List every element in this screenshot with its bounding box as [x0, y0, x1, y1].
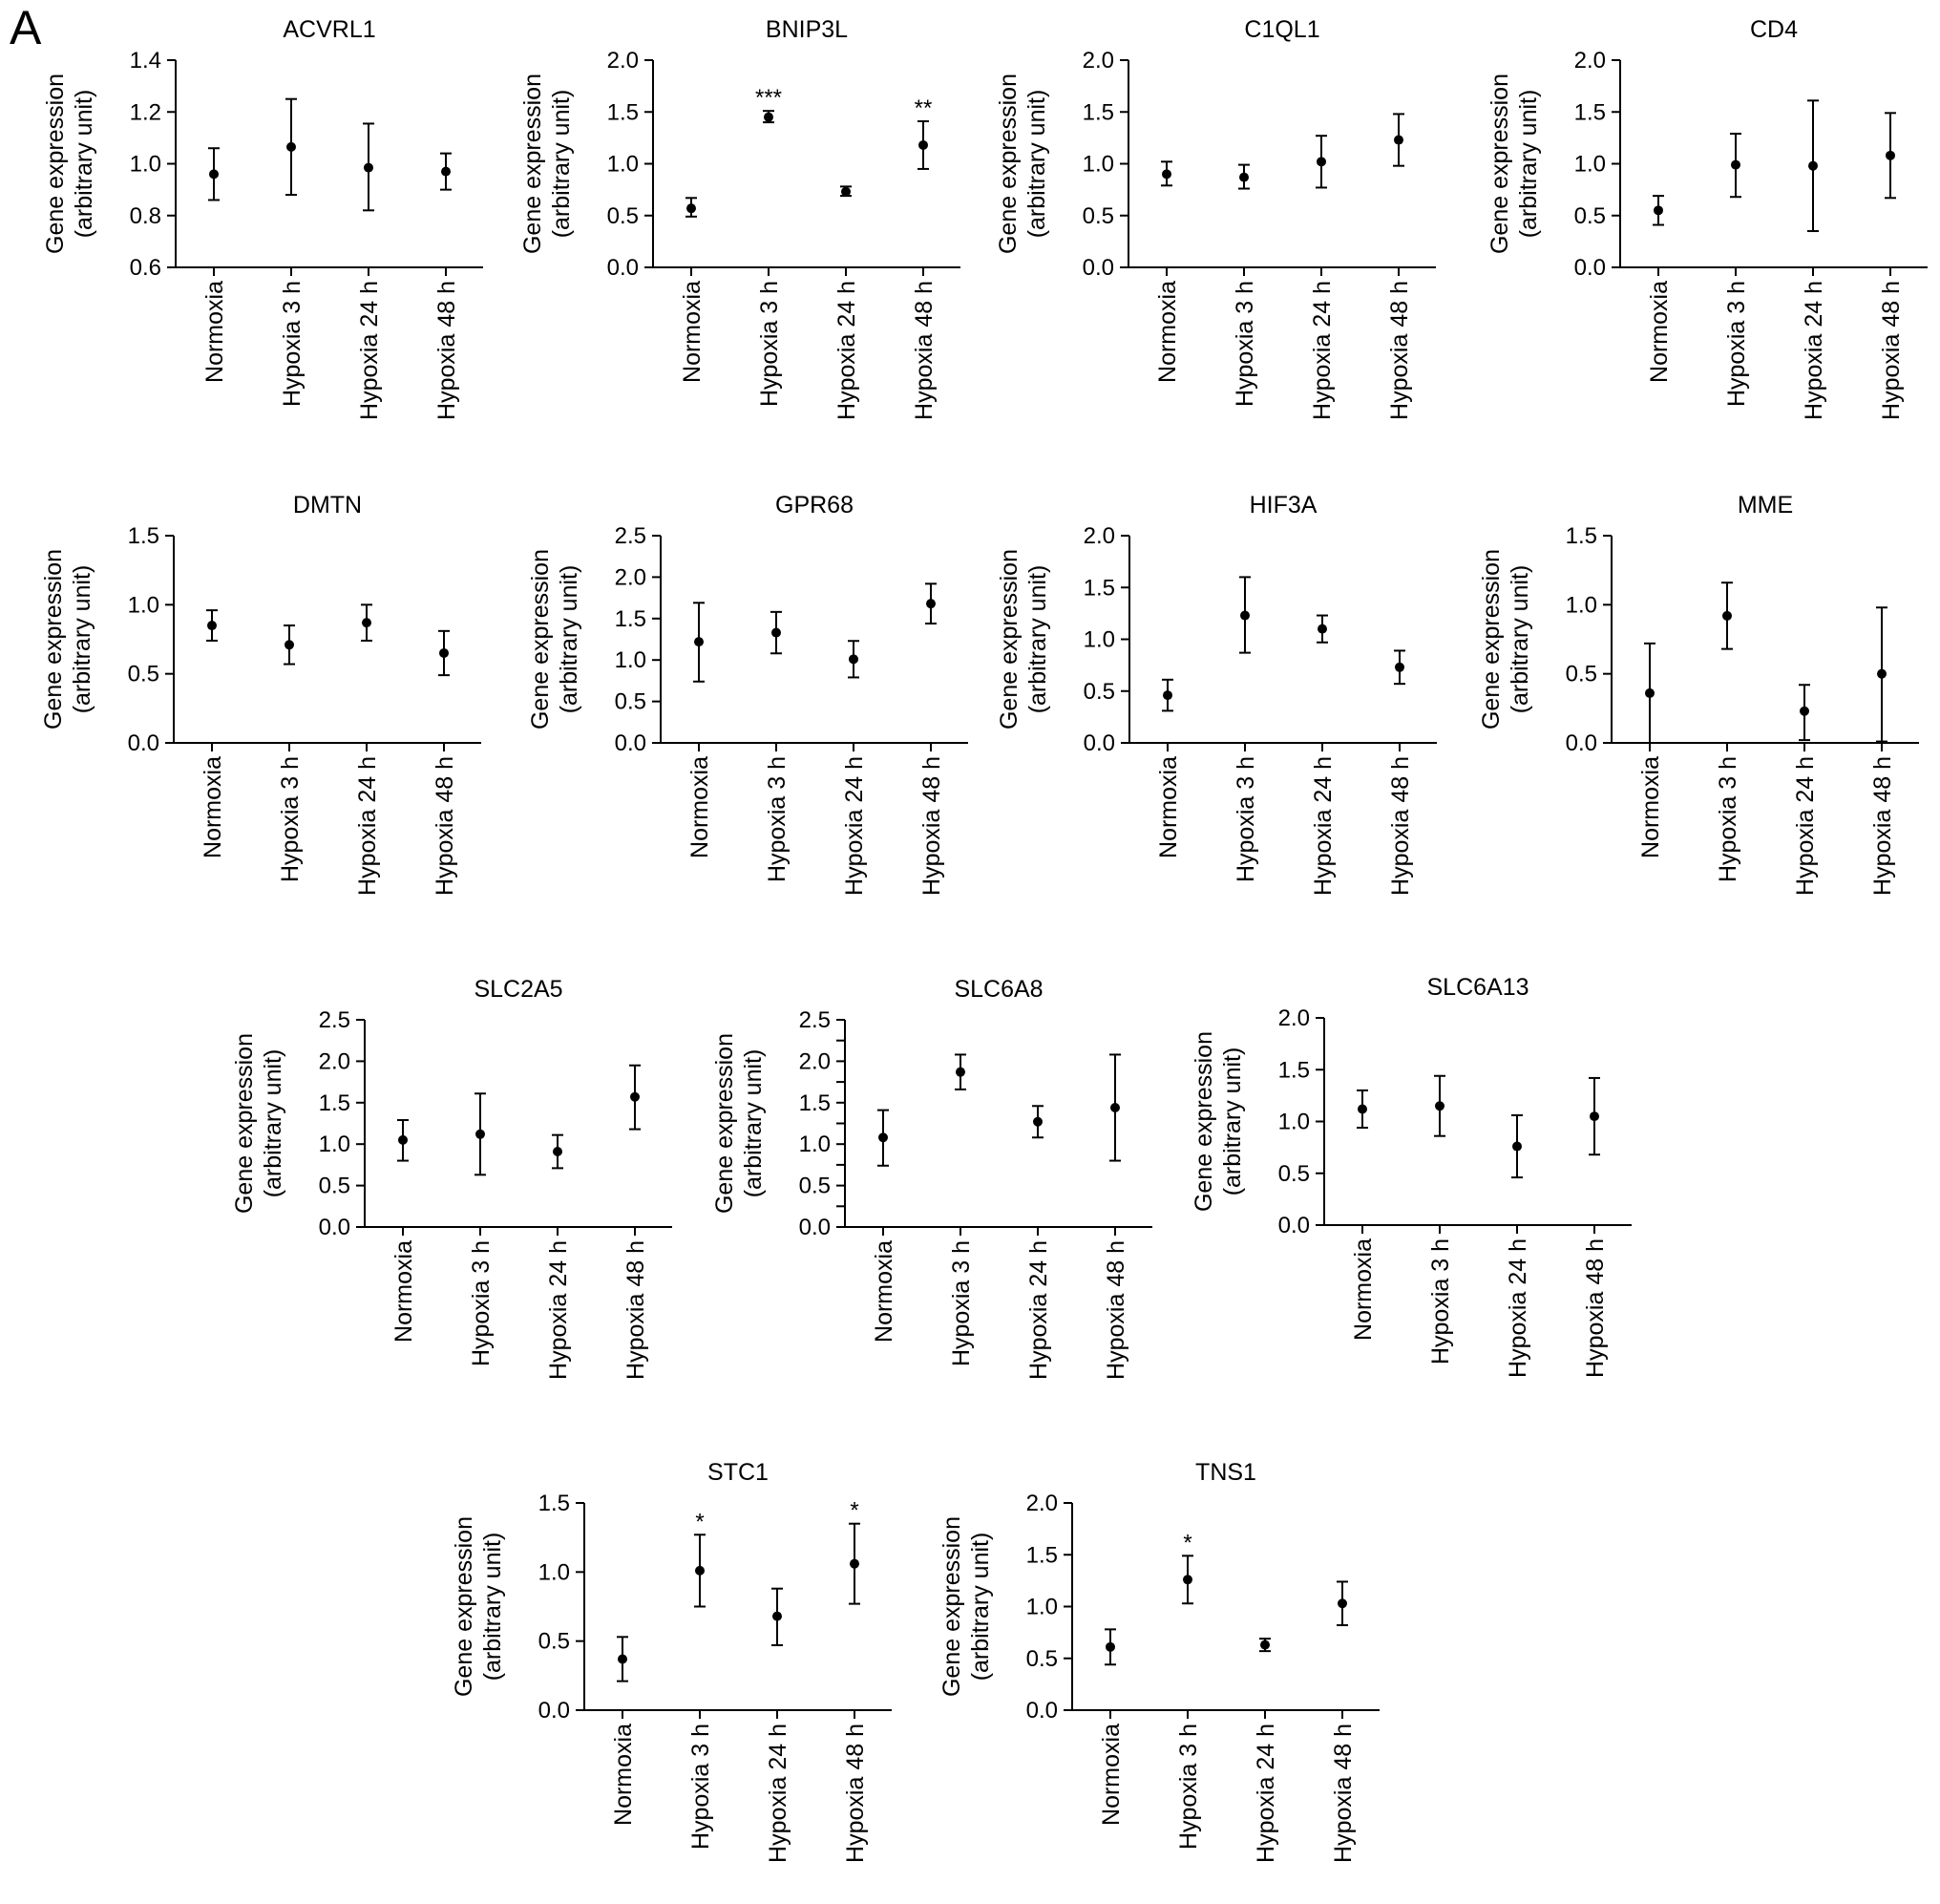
y-axis-label-unit: (arbitrary unit) — [479, 1532, 506, 1682]
y-tick-label: 1.5 — [127, 523, 159, 549]
y-tick-label: 2.0 — [1082, 48, 1114, 74]
y-axis-label-unit: (arbitrary unit) — [548, 89, 575, 239]
data-point-hypoxia-3-h — [1731, 160, 1740, 170]
y-tick-label: 0.0 — [798, 1215, 831, 1240]
y-tick-label: 2.0 — [798, 1048, 831, 1075]
data-point-hypoxia-48-h — [1886, 151, 1895, 160]
y-tick-label: 1.0 — [798, 1132, 831, 1158]
y-tick-label: 1.5 — [606, 99, 639, 126]
data-point-normoxia — [1163, 690, 1172, 700]
significance-marker: * — [695, 1509, 705, 1535]
chart-title: ACVRL1 — [283, 16, 376, 43]
data-point-hypoxia-24-h — [1512, 1142, 1522, 1152]
y-tick-label: 2.5 — [798, 1007, 831, 1033]
data-point-hypoxia-48-h — [926, 599, 936, 608]
y-tick-label: 0.5 — [1573, 202, 1606, 229]
y-axis-label: Gene expression — [1487, 73, 1513, 255]
data-point-hypoxia-24-h — [553, 1147, 562, 1156]
data-point-hypoxia-3-h — [771, 628, 781, 638]
data-point-hypoxia-48-h — [1590, 1111, 1599, 1121]
y-tick-label: 1.0 — [1082, 151, 1114, 178]
y-tick-label: 1.0 — [614, 647, 646, 674]
panel-tns1 — [938, 1459, 1380, 1863]
x-tick-label-normoxia: Normoxia — [679, 281, 706, 383]
x-tick-label-hypoxia-24-h: Hypoxia 24 h — [1505, 1238, 1531, 1378]
y-tick-label: 1.0 — [1573, 151, 1606, 178]
y-tick-label: 1.0 — [1083, 626, 1115, 653]
x-tick-label-normoxia: Normoxia — [1155, 756, 1182, 858]
y-axis-label: Gene expression — [711, 1032, 738, 1215]
y-tick-label: 0.5 — [1083, 678, 1115, 705]
y-axis-label-unit: (arbitrary unit) — [1023, 89, 1050, 239]
x-tick-label-hypoxia-48-h: Hypoxia 48 h — [433, 281, 460, 420]
y-tick-label: 0.5 — [614, 688, 646, 715]
y-tick-label: 2.0 — [606, 48, 639, 74]
data-point-hypoxia-24-h — [841, 187, 851, 197]
y-tick-label: 1.0 — [1025, 1594, 1058, 1620]
y-axis-label-unit: (arbitrary unit) — [71, 89, 97, 239]
chart-title: BNIP3L — [765, 16, 849, 43]
x-tick-label-hypoxia-24-h: Hypoxia 24 h — [1253, 1724, 1279, 1863]
y-tick-label: 2.0 — [1025, 1491, 1058, 1516]
data-point-hypoxia-3-h — [764, 113, 773, 122]
y-tick-label: 1.2 — [129, 99, 161, 126]
data-point-normoxia — [398, 1135, 408, 1145]
y-tick-label: 1.0 — [606, 151, 639, 178]
y-axis-label: Gene expression — [938, 1515, 965, 1698]
y-axis-label-unit: (arbitrary unit) — [556, 564, 582, 714]
x-tick-label-hypoxia-48-h: Hypoxia 48 h — [1582, 1238, 1609, 1378]
x-tick-label-hypoxia-3-h: Hypoxia 3 h — [687, 1724, 714, 1851]
y-axis-label: Gene expression — [40, 548, 67, 730]
y-tick-label: 0.0 — [538, 1698, 570, 1724]
x-tick-label-hypoxia-48-h: Hypoxia 48 h — [622, 1240, 649, 1380]
x-tick-label-hypoxia-24-h: Hypoxia 24 h — [354, 756, 381, 896]
data-point-hypoxia-24-h — [1800, 707, 1809, 716]
data-point-normoxia — [878, 1132, 888, 1142]
x-tick-label-normoxia: Normoxia — [390, 1240, 417, 1343]
panel-acvrl1 — [42, 16, 483, 420]
y-tick-label: 1.0 — [318, 1132, 350, 1158]
data-point-normoxia — [1106, 1642, 1115, 1652]
x-tick-label-hypoxia-24-h: Hypoxia 24 h — [833, 281, 860, 420]
y-tick-label: 1.5 — [318, 1090, 350, 1116]
significance-marker: * — [1183, 1530, 1192, 1556]
x-tick-label-normoxia: Normoxia — [200, 756, 226, 858]
x-tick-label-hypoxia-48-h: Hypoxia 48 h — [1103, 1240, 1129, 1380]
data-point-hypoxia-3-h — [286, 142, 296, 152]
y-axis-label-unit: (arbitrary unit) — [1024, 564, 1051, 714]
data-point-normoxia — [1162, 169, 1171, 179]
x-tick-label-normoxia: Normoxia — [1098, 1724, 1125, 1826]
y-tick-label: 0.5 — [1565, 661, 1597, 688]
data-point-hypoxia-3-h — [956, 1068, 965, 1077]
x-tick-label-hypoxia-3-h: Hypoxia 3 h — [756, 281, 783, 408]
data-point-hypoxia-24-h — [1808, 161, 1818, 171]
x-tick-label-hypoxia-24-h: Hypoxia 24 h — [545, 1240, 572, 1380]
data-point-hypoxia-48-h — [1877, 669, 1887, 679]
y-axis-label-unit: (arbitrary unit) — [740, 1048, 767, 1198]
significance-marker: ** — [914, 95, 933, 122]
data-point-hypoxia-3-h — [695, 1566, 705, 1576]
y-tick-label: 1.5 — [1565, 523, 1597, 549]
data-point-normoxia — [1654, 205, 1663, 215]
data-point-hypoxia-24-h — [1317, 157, 1326, 166]
panel-dmtn — [40, 492, 481, 896]
x-tick-label-hypoxia-24-h: Hypoxia 24 h — [765, 1724, 791, 1863]
y-tick-label: 0.5 — [1082, 202, 1114, 229]
chart-title: GPR68 — [775, 492, 854, 518]
chart-title: HIF3A — [1249, 492, 1318, 518]
y-tick-label: 0.0 — [1025, 1698, 1058, 1724]
data-point-hypoxia-48-h — [439, 648, 449, 658]
panel-cd4 — [1487, 16, 1928, 420]
x-tick-label-hypoxia-3-h: Hypoxia 3 h — [1232, 281, 1258, 408]
x-tick-label-hypoxia-3-h: Hypoxia 3 h — [468, 1240, 495, 1367]
y-tick-label: 0.0 — [1573, 255, 1606, 281]
x-tick-label-hypoxia-48-h: Hypoxia 48 h — [432, 756, 458, 896]
data-point-normoxia — [209, 169, 219, 179]
panel-stc1 — [451, 1459, 892, 1863]
x-tick-label-normoxia: Normoxia — [201, 281, 228, 383]
x-tick-label-hypoxia-24-h: Hypoxia 24 h — [1801, 281, 1827, 420]
chart-title: TNS1 — [1195, 1459, 1256, 1486]
data-point-hypoxia-3-h — [1722, 611, 1732, 621]
y-tick-label: 0.8 — [129, 202, 161, 229]
data-point-hypoxia-48-h — [1338, 1598, 1347, 1608]
y-tick-label: 2.5 — [318, 1007, 350, 1033]
y-tick-label: 2.5 — [614, 523, 646, 549]
chart-title: CD4 — [1749, 16, 1799, 43]
y-tick-label: 0.5 — [1025, 1645, 1058, 1672]
x-tick-label-hypoxia-3-h: Hypoxia 3 h — [1723, 281, 1750, 408]
y-axis-label-unit: (arbitrary unit) — [260, 1048, 286, 1198]
y-tick-label: 2.0 — [1277, 1005, 1310, 1031]
data-point-hypoxia-24-h — [362, 618, 371, 627]
y-tick-label: 1.5 — [798, 1090, 831, 1116]
y-tick-label: 1.4 — [129, 48, 161, 74]
y-tick-label: 1.5 — [1573, 99, 1606, 126]
y-tick-label: 0.5 — [1277, 1160, 1310, 1187]
x-tick-label-hypoxia-48-h: Hypoxia 48 h — [1386, 281, 1413, 420]
chart-title: SLC6A13 — [1426, 974, 1529, 1001]
y-tick-label: 1.5 — [1025, 1542, 1058, 1569]
data-point-hypoxia-24-h — [1260, 1640, 1270, 1650]
y-tick-label: 0.0 — [606, 255, 639, 281]
y-tick-label: 1.5 — [614, 605, 646, 632]
y-tick-label: 1.0 — [129, 151, 161, 178]
y-tick-label: 1.0 — [1277, 1109, 1310, 1135]
data-point-hypoxia-3-h — [1435, 1101, 1444, 1111]
x-tick-label-hypoxia-3-h: Hypoxia 3 h — [277, 756, 304, 883]
y-tick-label: 0.5 — [127, 661, 159, 688]
panel-slc6a13 — [1191, 974, 1632, 1378]
x-tick-label-normoxia: Normoxia — [1154, 281, 1181, 383]
panel-bnip3l — [519, 16, 960, 420]
panel-mme — [1478, 492, 1919, 896]
y-axis-label: Gene expression — [42, 73, 69, 255]
y-axis-label-unit: (arbitrary unit) — [1515, 89, 1542, 239]
y-tick-label: 0.0 — [127, 730, 159, 756]
data-point-hypoxia-3-h — [475, 1130, 485, 1139]
x-tick-label-normoxia: Normoxia — [1350, 1238, 1377, 1341]
y-axis-label: Gene expression — [996, 548, 1023, 730]
data-point-normoxia — [1358, 1104, 1367, 1113]
data-point-hypoxia-48-h — [630, 1092, 640, 1102]
x-tick-label-hypoxia-3-h: Hypoxia 3 h — [1427, 1238, 1454, 1365]
chart-title: STC1 — [707, 1459, 769, 1486]
y-tick-label: 0.0 — [318, 1215, 350, 1240]
y-tick-label: 2.0 — [1573, 48, 1606, 74]
chart-title: SLC2A5 — [474, 976, 563, 1003]
y-tick-label: 2.0 — [614, 564, 646, 591]
significance-marker: *** — [754, 85, 783, 112]
x-tick-label-hypoxia-48-h: Hypoxia 48 h — [918, 756, 945, 896]
x-tick-label-hypoxia-3-h: Hypoxia 3 h — [764, 756, 791, 883]
x-tick-label-hypoxia-3-h: Hypoxia 3 h — [1715, 756, 1741, 883]
data-point-hypoxia-48-h — [850, 1559, 859, 1569]
y-axis-label: Gene expression — [1191, 1030, 1217, 1213]
data-point-hypoxia-24-h — [364, 163, 373, 173]
x-tick-label-hypoxia-48-h: Hypoxia 48 h — [1869, 756, 1896, 896]
panel-slc6a8 — [711, 976, 1152, 1380]
y-tick-label: 1.5 — [538, 1491, 570, 1516]
x-tick-label-normoxia: Normoxia — [610, 1724, 637, 1826]
data-point-hypoxia-48-h — [441, 167, 451, 177]
x-tick-label-hypoxia-24-h: Hypoxia 24 h — [1309, 281, 1336, 420]
y-tick-label: 0.0 — [1277, 1213, 1310, 1238]
x-tick-label-hypoxia-24-h: Hypoxia 24 h — [356, 281, 383, 420]
y-tick-label: 1.0 — [127, 592, 159, 619]
x-tick-label-normoxia: Normoxia — [1646, 281, 1673, 383]
y-tick-label: 1.5 — [1277, 1057, 1310, 1084]
x-tick-label-hypoxia-3-h: Hypoxia 3 h — [948, 1240, 975, 1367]
data-point-normoxia — [686, 203, 696, 213]
x-tick-label-hypoxia-3-h: Hypoxia 3 h — [279, 281, 306, 408]
y-tick-label: 1.0 — [538, 1559, 570, 1586]
data-point-hypoxia-3-h — [1239, 173, 1249, 182]
x-tick-label-hypoxia-24-h: Hypoxia 24 h — [1025, 1240, 1052, 1380]
x-tick-label-normoxia: Normoxia — [1637, 756, 1664, 858]
y-axis-label: Gene expression — [1478, 548, 1505, 730]
panel-slc2a5 — [231, 976, 672, 1380]
data-point-hypoxia-3-h — [1183, 1575, 1192, 1584]
data-point-hypoxia-24-h — [1033, 1117, 1043, 1127]
y-tick-label: 1.5 — [1082, 99, 1114, 126]
data-point-hypoxia-3-h — [1240, 611, 1250, 621]
chart-title: MME — [1737, 492, 1794, 518]
data-point-normoxia — [207, 621, 217, 630]
y-tick-label: 0.6 — [129, 255, 161, 281]
y-axis-label: Gene expression — [451, 1515, 477, 1698]
data-point-hypoxia-3-h — [285, 640, 294, 649]
y-tick-label: 0.5 — [798, 1173, 831, 1199]
x-tick-label-hypoxia-3-h: Hypoxia 3 h — [1233, 756, 1259, 883]
x-tick-label-hypoxia-48-h: Hypoxia 48 h — [1330, 1724, 1357, 1863]
y-axis-label-unit: (arbitrary unit) — [967, 1532, 994, 1682]
x-tick-label-normoxia: Normoxia — [871, 1240, 897, 1343]
y-tick-label: 2.0 — [318, 1048, 350, 1075]
y-tick-label: 1.0 — [1565, 592, 1597, 619]
chart-title: DMTN — [292, 492, 363, 518]
chart-title: C1QL1 — [1244, 16, 1320, 43]
x-tick-label-normoxia: Normoxia — [686, 756, 713, 858]
y-axis-label-unit: (arbitrary unit) — [69, 564, 95, 714]
data-point-hypoxia-24-h — [772, 1612, 782, 1621]
significance-marker: * — [850, 1497, 859, 1524]
panel-label: A — [10, 1, 42, 54]
y-tick-label: 0.0 — [1083, 730, 1115, 756]
y-tick-label: 0.5 — [606, 202, 639, 229]
x-tick-label-hypoxia-48-h: Hypoxia 48 h — [1387, 756, 1414, 896]
x-tick-label-hypoxia-48-h: Hypoxia 48 h — [911, 281, 938, 420]
y-tick-label: 1.5 — [1083, 575, 1115, 602]
y-tick-label: 0.0 — [1082, 255, 1114, 281]
y-tick-label: 0.0 — [614, 730, 646, 756]
data-point-normoxia — [1645, 688, 1655, 698]
y-axis-label: Gene expression — [527, 548, 554, 730]
y-axis-label-unit: (arbitrary unit) — [1507, 564, 1533, 714]
data-point-hypoxia-24-h — [849, 654, 858, 664]
x-tick-label-hypoxia-48-h: Hypoxia 48 h — [842, 1724, 869, 1863]
data-point-hypoxia-48-h — [918, 140, 928, 150]
y-tick-label: 0.0 — [1565, 730, 1597, 756]
x-tick-label-hypoxia-24-h: Hypoxia 24 h — [1792, 756, 1819, 896]
data-point-normoxia — [694, 637, 704, 646]
data-point-normoxia — [618, 1654, 627, 1663]
data-point-hypoxia-24-h — [1318, 624, 1327, 634]
data-point-hypoxia-48-h — [1394, 136, 1403, 145]
y-axis-label: Gene expression — [995, 73, 1022, 255]
y-tick-label: 0.5 — [538, 1628, 570, 1655]
panel-c1ql1 — [995, 16, 1436, 420]
x-tick-label-hypoxia-3-h: Hypoxia 3 h — [1175, 1724, 1202, 1851]
x-tick-label-hypoxia-24-h: Hypoxia 24 h — [841, 756, 868, 896]
y-axis-label-unit: (arbitrary unit) — [1219, 1047, 1246, 1196]
panel-gpr68 — [527, 492, 968, 896]
y-tick-label: 0.5 — [318, 1173, 350, 1199]
x-tick-label-hypoxia-48-h: Hypoxia 48 h — [1878, 281, 1905, 420]
data-point-hypoxia-48-h — [1110, 1103, 1120, 1112]
panel-hif3a — [996, 492, 1437, 896]
y-axis-label: Gene expression — [519, 73, 546, 255]
y-tick-label: 2.0 — [1083, 523, 1115, 549]
chart-title: SLC6A8 — [954, 976, 1044, 1003]
y-axis-label: Gene expression — [231, 1032, 258, 1215]
data-point-hypoxia-48-h — [1395, 663, 1404, 672]
x-tick-label-hypoxia-24-h: Hypoxia 24 h — [1310, 756, 1337, 896]
